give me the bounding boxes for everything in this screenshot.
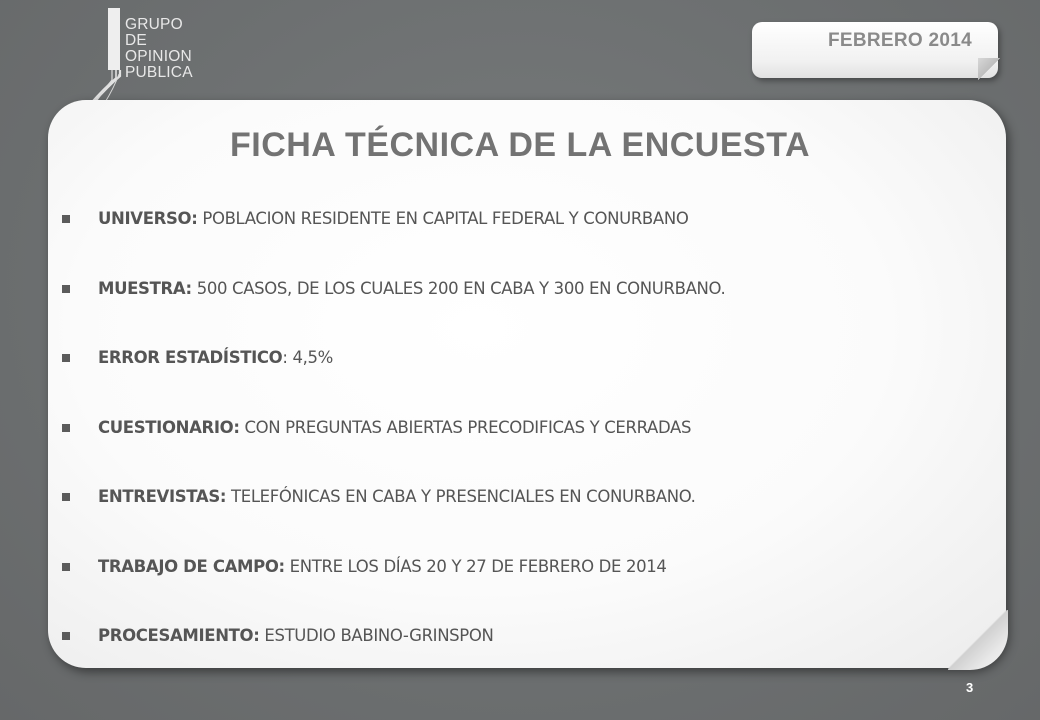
item-text <box>98 556 667 578</box>
logo-line: GRUPO <box>125 16 183 33</box>
item-value: TELEFÓNICAS EN CABA Y PRESENCIALES EN CONURBANO. <box>226 487 696 506</box>
square-bullet-icon <box>62 563 70 571</box>
page-number: 3 <box>966 680 974 695</box>
list-item <box>62 486 962 556</box>
date-badge <box>752 22 998 78</box>
spec-list <box>62 208 962 695</box>
square-bullet-icon <box>62 215 70 223</box>
date-label: FEBRERO 2014 <box>827 30 972 51</box>
list-item <box>62 208 962 278</box>
list-item <box>62 417 962 487</box>
item-value: : 4,5% <box>282 348 333 367</box>
square-bullet-icon <box>62 632 70 640</box>
item-label: CUESTIONARIO: <box>98 417 240 437</box>
item-text <box>98 625 494 647</box>
square-bullet-icon <box>62 424 70 432</box>
square-bullet-icon <box>62 493 70 501</box>
logo-wordmark <box>125 17 193 81</box>
item-label: TRABAJO DE CAMPO: <box>98 556 285 576</box>
list-item <box>62 556 962 626</box>
item-text <box>98 347 333 369</box>
item-text <box>98 208 688 230</box>
item-value: POBLACION RESIDENTE EN CAPITAL FEDERAL Y CONURBANO <box>197 209 689 228</box>
item-value: CON PREGUNTAS ABIERTAS PRECODIFICAS Y CERRADAS <box>239 417 692 437</box>
item-value: 500 CASOS, DE LOS CUALES 200 EN CABA Y 300 EN CONURBANO. <box>191 278 726 298</box>
item-text <box>98 278 725 300</box>
logo <box>88 8 228 108</box>
list-item <box>62 278 962 348</box>
square-bullet-icon <box>62 285 70 293</box>
item-value: ESTUDIO BABINO-GRINSPON <box>259 626 494 645</box>
item-label: PROCESAMIENTO: <box>98 626 260 645</box>
square-bullet-icon <box>62 354 70 362</box>
item-label: ERROR ESTADÍSTICO <box>98 348 283 367</box>
slide-title: FICHA TÉCNICA DE LA ENCUESTA <box>229 126 811 164</box>
item-value: ENTRE LOS DÍAS 20 Y 27 DE FEBRERO DE 2014 <box>284 556 667 576</box>
page-curl-decoration <box>978 58 1000 80</box>
item-label: ENTREVISTAS: <box>98 487 227 506</box>
logo-line: DE <box>125 32 147 49</box>
item-text <box>98 486 696 508</box>
item-text <box>98 417 691 439</box>
logo-line: PUBLICA <box>125 64 193 81</box>
list-item <box>62 347 962 417</box>
item-label: UNIVERSO: <box>98 209 198 228</box>
logo-line: OPINION <box>125 48 192 65</box>
logo-mark-icon <box>88 8 128 108</box>
item-label: MUESTRA: <box>98 278 192 298</box>
list-item <box>62 625 962 695</box>
